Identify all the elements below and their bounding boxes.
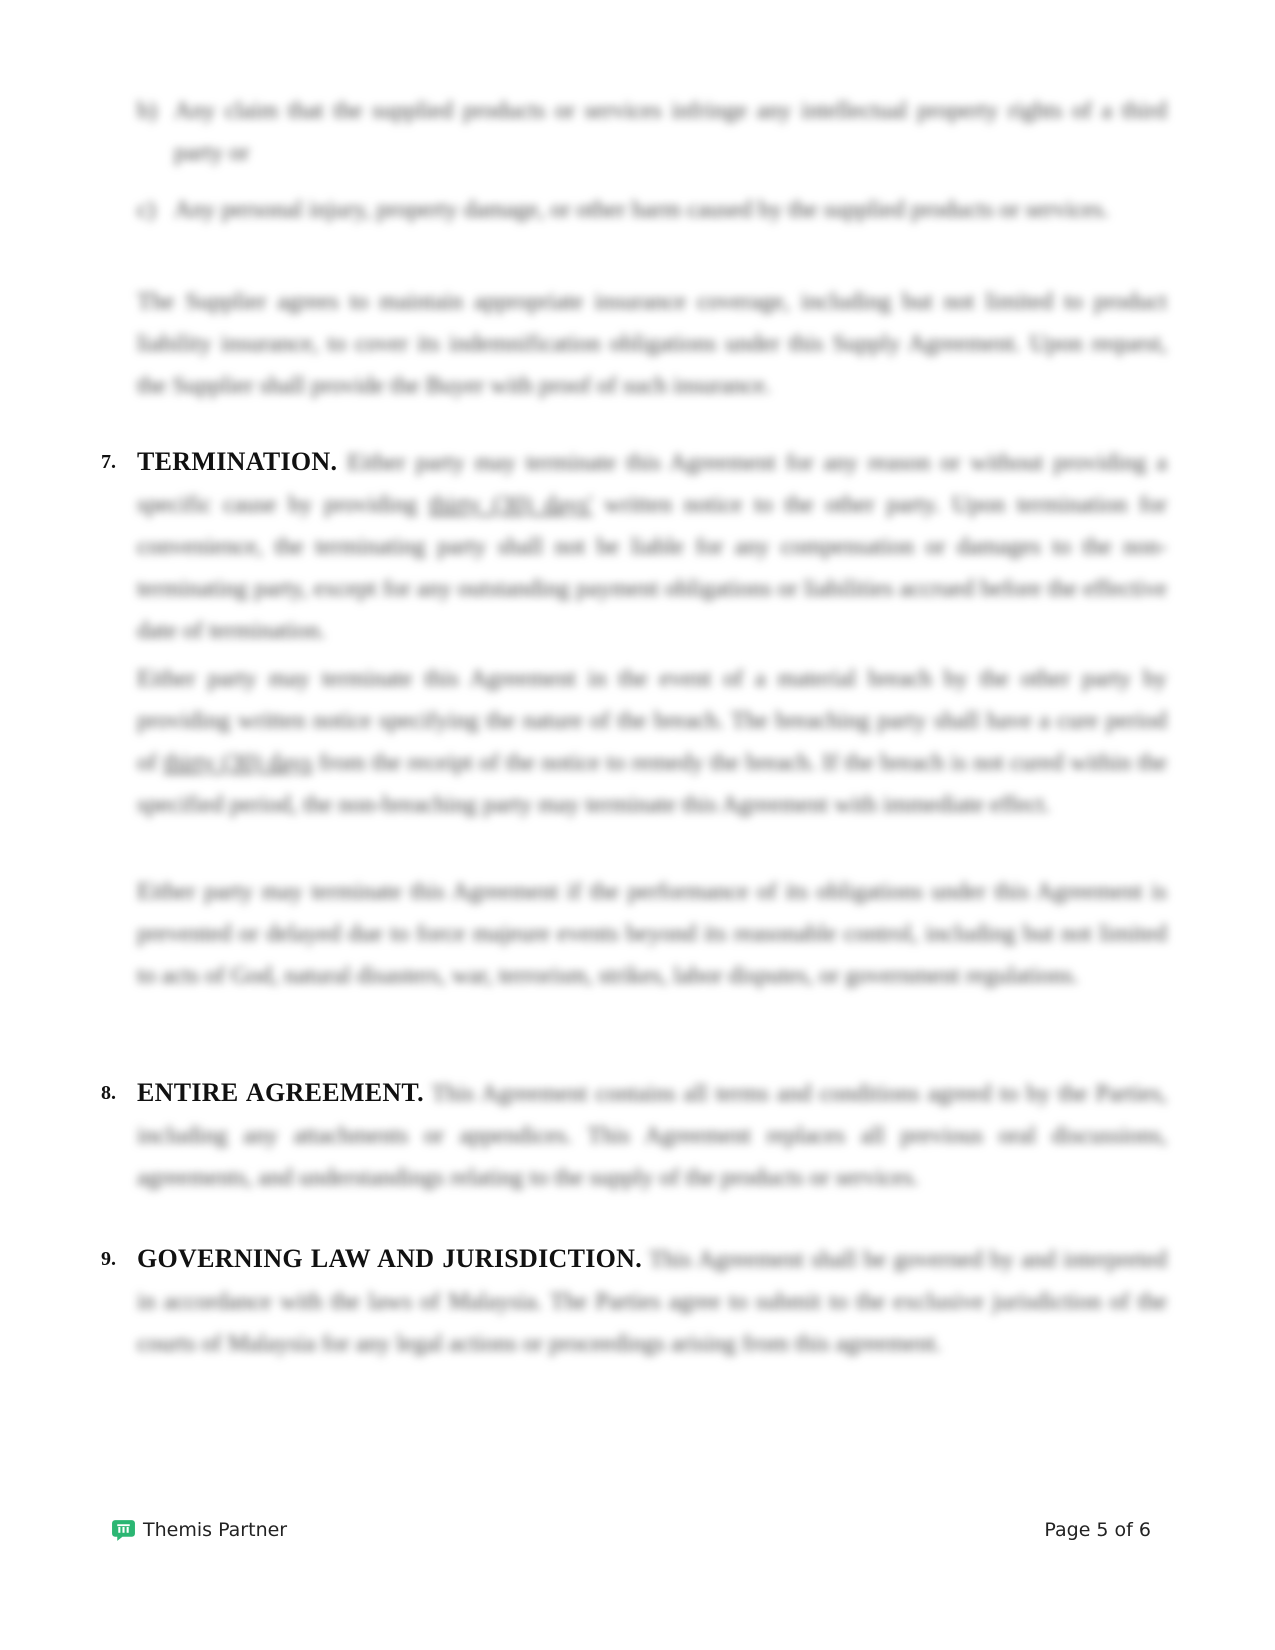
notice-period: thirty (30) days' [428, 492, 593, 518]
section-termination [101, 441, 1168, 652]
section-heading: GOVERNING LAW AND JURISDICTION. [137, 1244, 643, 1273]
section-number: 7. [101, 451, 116, 473]
insurance-paragraph: The Supplier agrees to maintain appropriate insurance coverage, including but not limited to product liability insurance, to cover its indemnification obligations under this Supply Agreement. Upon request, the Supplier shall provide the Buyer with proof of such insurance. [137, 289, 1167, 399]
indemnity-list-item-c [137, 189, 1167, 231]
list-marker: b) [137, 98, 157, 124]
list-item-text: Any personal injury, property damage, or other harm caused by the supplied products or services. [174, 197, 1109, 223]
cure-period: thirty (30) days [163, 750, 313, 776]
section-text: This Agreement contains all terms and conditions agreed to by the Parties, including any attachments or appendices. This Agreement replaces all previous oral discussions, agreements, and understandings relating to the supply of the products or services. [137, 1081, 1167, 1191]
list-item-text: Any claim that the supplied products or services infringe any intellectual property rights of a third party or [174, 98, 1167, 166]
footer-brand [111, 1515, 287, 1545]
section-heading: TERMINATION. [137, 447, 338, 476]
brand-name: Themis Partner [143, 1519, 288, 1541]
section-text: This Agreement shall be governed by and interpreted in accordance with the laws of Malaysia. The Parties agree to submit to the exclusive jurisdiction of the courts of Malaysia for any legal actions or proceedings arising from this agreement. [137, 1247, 1167, 1357]
section-governing-law [101, 1238, 1167, 1365]
section-entire-agreement [101, 1072, 1167, 1199]
force-majeure-paragraph: Either party may terminate this Agreement if the performance of its obligations under this Agreement is prevented or delayed due to force majeure events beyond its reasonable control, including but not limited to acts of God, natural disasters, war, terrorism, strikes, labor disputes, or government regulations. [137, 879, 1167, 989]
termination-breach-paragraph: Either party may terminate this Agreement in the event of a material breach by the other party by providing written notice specifying the nature of the breach. The breaching party shall have a cure period of thirty (30) days from the receipt of the notice to remedy the breach. If the breach is not cured within the specified period, the non-breaching party may terminate this Agreement with immediate effect. [137, 666, 1168, 818]
section-heading: ENTIRE AGREEMENT. [137, 1078, 424, 1107]
themis-logo-icon [111, 1518, 136, 1543]
indemnity-list-item-b [137, 90, 1167, 174]
section-number: 8. [101, 1082, 116, 1104]
page-number: Page 5 of 6 [1044, 1519, 1151, 1541]
section-text: Either party may terminate this Agreement for any reason or without providing a specific cause by providing thirty (30) days' written notice to the other party. Upon termination for convenience, the terminating party shall not be liable for any compensation or damages to the non-terminating party, except for any outstanding payment obligations or liabilities accrued before the effective date of termination. [137, 450, 1168, 644]
list-marker: c) [137, 197, 156, 223]
section-number: 9. [101, 1248, 116, 1270]
